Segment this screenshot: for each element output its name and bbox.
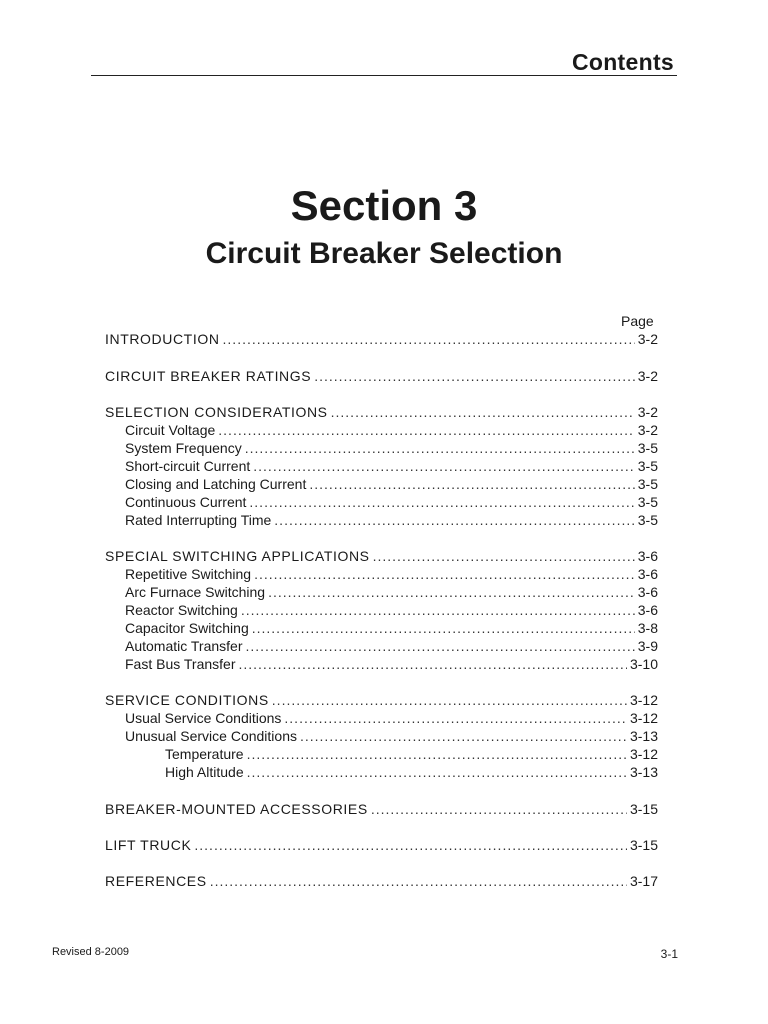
toc-entry-label: REFERENCES: [105, 873, 207, 889]
toc-entry-page: 3-17: [629, 873, 658, 889]
toc-entry-page: 3-12: [629, 746, 658, 762]
toc-entry-page: 3-6: [637, 602, 658, 618]
toc-entry-label: Short-circuit Current: [125, 458, 251, 474]
toc-leader-dots: [300, 727, 627, 745]
toc-entry-label: SELECTION CONSIDERATIONS: [105, 404, 328, 420]
toc-entry-page: 3-13: [629, 728, 658, 744]
revision-note: Revised 8-2009: [52, 946, 130, 958]
toc-leader-dots: [284, 709, 627, 727]
toc-leader-dots: [252, 619, 635, 637]
toc-entry-label: Temperature: [165, 746, 244, 762]
toc-leader-dots: [194, 836, 627, 854]
toc-leader-dots: [373, 547, 635, 565]
toc-leader-dots: [253, 457, 635, 475]
toc-entry: [105, 403, 658, 421]
toc-leader-dots: [331, 403, 635, 421]
toc-entry: [165, 763, 658, 781]
toc-entry-page: 3-6: [637, 548, 658, 564]
toc-leader-dots: [223, 330, 635, 348]
toc-entry-label: SPECIAL SWITCHING APPLICATIONS: [105, 548, 370, 564]
toc-entry: [105, 367, 658, 385]
toc-leader-dots: [274, 511, 634, 529]
toc-entry: [125, 619, 658, 637]
toc-entry-page: 3-5: [637, 458, 658, 474]
toc-entry: [125, 727, 658, 745]
toc-leader-dots: [218, 421, 634, 439]
toc-entry-page: 3-5: [637, 440, 658, 456]
toc-entry-page: 3-2: [637, 368, 658, 384]
toc-entry: [105, 330, 658, 348]
toc-entry-page: 3-5: [637, 512, 658, 528]
toc-entry: [125, 637, 658, 655]
toc-entry-page: 3-2: [637, 422, 658, 438]
toc-entry-label: CIRCUIT BREAKER RATINGS: [105, 368, 312, 384]
toc-entry-page: 3-13: [629, 764, 658, 780]
toc-entry-page: 3-6: [637, 566, 658, 582]
toc-leader-dots: [247, 763, 627, 781]
toc-leader-dots: [245, 439, 635, 457]
toc-entry: [125, 583, 658, 601]
toc-entry-label: Closing and Latching Current: [125, 476, 307, 492]
toc-entry-label: Fast Bus Transfer: [125, 656, 236, 672]
toc-entry-page: 3-15: [629, 837, 658, 853]
toc-entry-label: Reactor Switching: [125, 602, 238, 618]
toc-leader-dots: [268, 583, 635, 601]
toc-entry-label: BREAKER-MOUNTED ACCESSORIES: [105, 801, 368, 817]
toc-leader-dots: [309, 475, 634, 493]
toc-entry-label: High Altitude: [165, 764, 244, 780]
toc-entry: [125, 475, 658, 493]
toc-entry: [125, 565, 658, 583]
toc-entry: [125, 655, 658, 673]
toc-entry: [125, 511, 658, 529]
toc-entry: [125, 493, 658, 511]
toc-entry-page: 3-2: [637, 331, 658, 347]
toc-entry-page: 3-5: [637, 476, 658, 492]
toc-entry: [105, 836, 658, 854]
header-title: Contents: [571, 49, 674, 75]
toc-entry-label: Circuit Voltage: [125, 422, 216, 438]
toc-entry-label: INTRODUCTION: [105, 331, 220, 347]
toc-leader-dots: [314, 367, 635, 385]
toc-entry-label: Rated Interrupting Time: [125, 512, 272, 528]
toc-entry-label: Unusual Service Conditions: [125, 728, 297, 744]
toc-entry: [105, 547, 658, 565]
toc-entry-page: 3-12: [629, 692, 658, 708]
toc-entry-page: 3-12: [629, 710, 658, 726]
toc-entry: [105, 691, 658, 709]
toc-leader-dots: [241, 601, 635, 619]
toc-entry: [125, 421, 658, 439]
toc-entry: [125, 439, 658, 457]
toc-leader-dots: [246, 637, 635, 655]
section-title: Circuit Breaker Selection: [205, 237, 563, 270]
toc-entry-label: Arc Furnace Switching: [125, 584, 266, 600]
toc-leader-dots: [238, 655, 626, 673]
toc-entry-label: Capacitor Switching: [125, 620, 249, 636]
toc-entry: [125, 457, 658, 475]
toc-entry-page: 3-2: [637, 404, 658, 420]
toc-leader-dots: [210, 872, 627, 890]
toc-entry-label: Usual Service Conditions: [125, 710, 282, 726]
section-number: Section 3: [290, 182, 478, 229]
toc-entry-page: 3-8: [637, 620, 658, 636]
toc-entry-label: Automatic Transfer: [125, 638, 243, 654]
toc-entry-page: 3-10: [629, 656, 658, 672]
toc-leader-dots: [249, 493, 634, 511]
toc-leader-dots: [272, 691, 627, 709]
toc-entry-label: Repetitive Switching: [125, 566, 252, 582]
toc-entry-label: System Frequency: [125, 440, 242, 456]
toc-entry: [125, 601, 658, 619]
toc-entry-label: LIFT TRUCK: [105, 837, 192, 853]
toc-entry-page: 3-15: [629, 801, 658, 817]
toc-entry: [165, 745, 658, 763]
toc-entry-page: 3-6: [637, 584, 658, 600]
toc-page-heading: Page: [621, 313, 654, 329]
toc-leader-dots: [371, 800, 627, 818]
toc-entry: [105, 872, 658, 890]
header-rule: [91, 75, 677, 76]
toc-leader-dots: [254, 565, 635, 583]
toc-leader-dots: [247, 745, 627, 763]
toc-entry-page: 3-5: [637, 494, 658, 510]
toc-entry-label: Continuous Current: [125, 494, 247, 510]
toc-entry-label: SERVICE CONDITIONS: [105, 692, 269, 708]
toc-entry-page: 3-9: [637, 638, 658, 654]
toc-entry: [125, 709, 658, 727]
page-number: 3-1: [660, 947, 678, 961]
toc-entry: [105, 800, 658, 818]
